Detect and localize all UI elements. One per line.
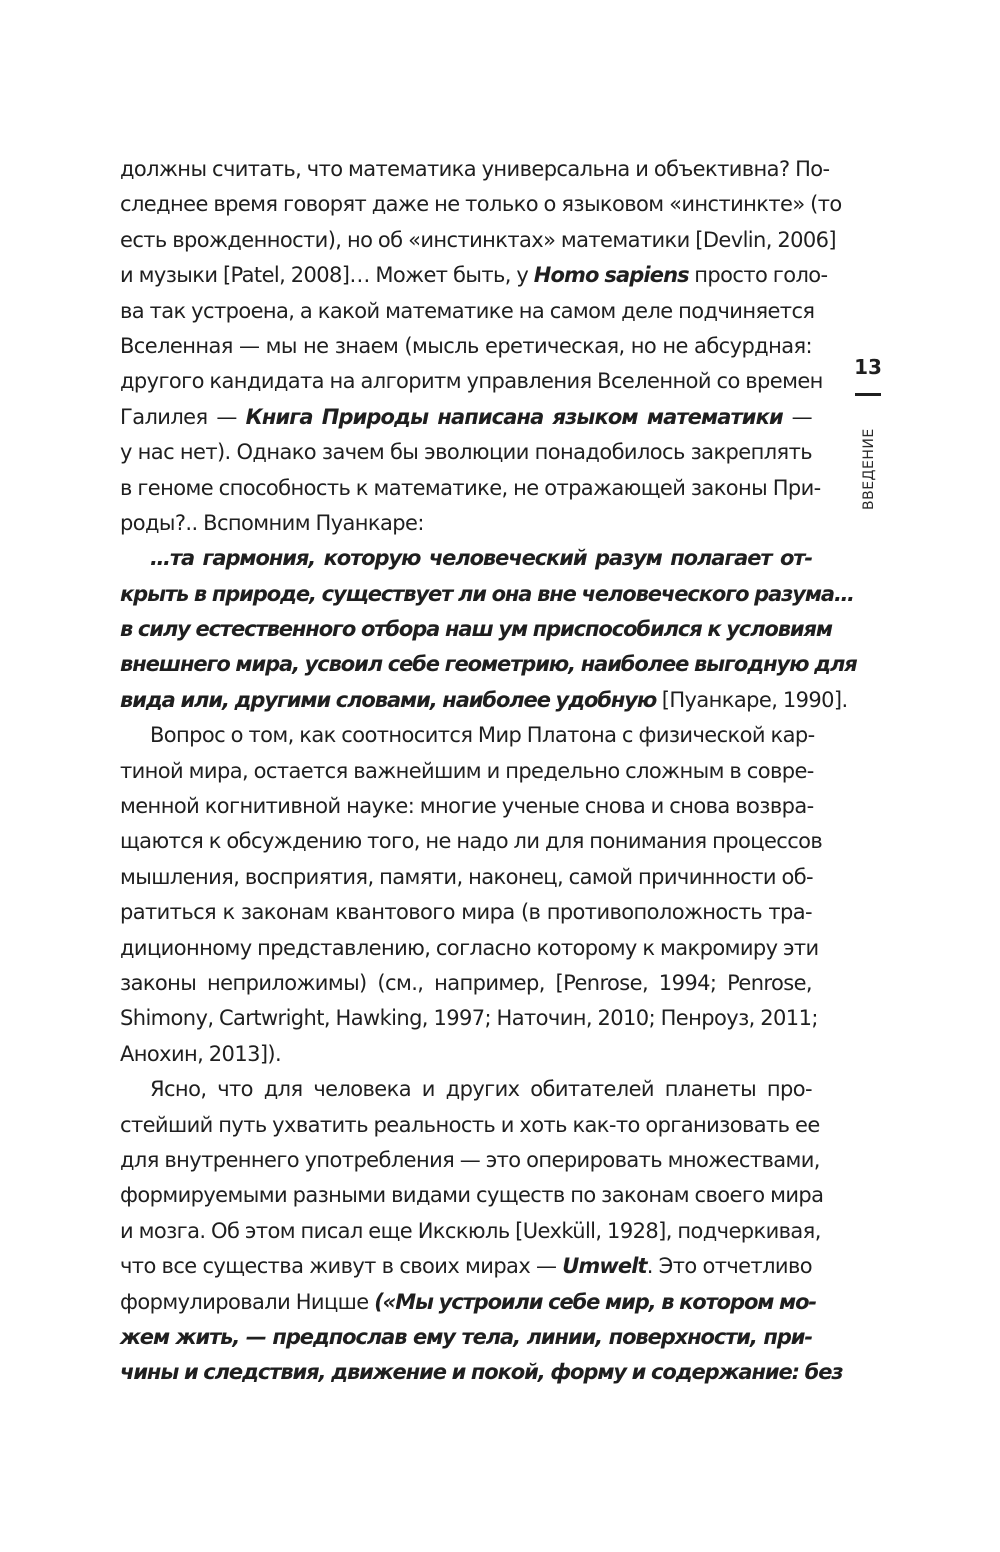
text-segment: Анохин, 2013]). [120, 1041, 282, 1066]
text-line [120, 435, 812, 470]
text-line [120, 1249, 812, 1284]
text-segment: стейший путь ухватить реальность и хоть как-то организовать ее [120, 1112, 820, 1137]
running-head: ВВЕДЕНИЕ [861, 428, 877, 510]
text-segment: просто голо- [688, 263, 828, 288]
text-line [120, 506, 812, 541]
text-line [120, 1037, 812, 1072]
text-segment: роды?.. Вспомним Пуанкаре: [120, 510, 424, 535]
text-line [120, 966, 812, 1001]
text-line [120, 577, 854, 612]
text-line [120, 471, 821, 506]
text-line [120, 1178, 824, 1213]
text-segment: для внутреннего употребления — это оперировать множествами, [120, 1147, 820, 1172]
text-segment: щаются к обсуждению того, не надо ли для понимания процессов [120, 829, 823, 854]
text-segment: диционному представлению, согласно которому к макромиру эти [120, 935, 819, 960]
text-line [120, 152, 830, 187]
text-line [120, 860, 812, 895]
text-segment: ва так устроена, а какой математике на самом деле подчиняется [120, 298, 815, 323]
text-segment: Ясно, что для человека и других обитателей планеты про- [150, 1077, 812, 1102]
text-line [120, 647, 857, 682]
body-text [120, 152, 857, 1391]
text-line [120, 754, 812, 789]
text-segment: [Пуанкаре, 1990]. [656, 687, 848, 712]
text-line [120, 931, 819, 966]
text-segment: формируемыми разными видами существ по законам своего мира [120, 1183, 824, 1208]
text-segment: Shimony, Cartwright, Hawking, 1997; Наточин, 2010; Пенроуз, 2011; [120, 1006, 818, 1031]
text-line [120, 1072, 812, 1107]
text-line [120, 1214, 821, 1249]
text-line [120, 223, 837, 258]
text-segment: следнее время говорят даже не только о языковом «инстинкте» (то [120, 192, 842, 217]
text-line [120, 541, 812, 576]
text-line [120, 1320, 812, 1355]
text-segment: в геноме способность к математике, не отражающей законы При- [120, 475, 821, 500]
text-segment: Галилея — [120, 404, 246, 429]
text-line [120, 789, 812, 824]
text-line [120, 364, 823, 399]
text-segment: Вселенная — мы не знаем (мысль еретическая, но не абсурдная: [120, 333, 812, 358]
emphasis-text: …та гармония, которую человеческий разум полагает от- [150, 546, 812, 571]
text-line [120, 824, 823, 859]
text-line [120, 187, 842, 222]
text-line [120, 683, 848, 718]
emphasis-text: внешнего мира, усвоил себе геометрию, наиболее выгодную для [120, 652, 857, 677]
page-number: 13 [854, 355, 882, 379]
emphasis-text: («Мы устроили себе мир, в котором мо- [374, 1289, 817, 1314]
text-line [120, 329, 812, 364]
text-segment: у нас нет). Однако зачем бы эволюции понадобилось закреплять [120, 440, 812, 465]
text-segment: есть врожденности), но об «инстинктах» математики [Devlin, 2006] [120, 227, 837, 252]
text-segment: тиной мира, остается важнейшим и предельно сложным в совре- [120, 758, 814, 783]
emphasis-text: в силу естественного отбора наш ум приспособился к условиям [120, 617, 832, 642]
text-segment: должны считать, что математика универсальна и объективна? По- [120, 157, 830, 181]
text-segment: Вопрос о том, как соотносится Мир Платона с физической кар- [150, 723, 815, 748]
emphasis-text: крыть в природе, существует ли она вне человеческого разума… [120, 581, 854, 606]
text-line [120, 895, 812, 930]
emphasis-text: Homo sapiens [533, 263, 689, 288]
text-segment: что все существа живут в своих мирах — [120, 1254, 563, 1279]
emphasis-text: Книга Природы написана языком математики [245, 404, 783, 429]
emphasis-text: вида или, другими словами, наиболее удобную [120, 687, 657, 712]
text-line [120, 718, 815, 753]
text-line [120, 1285, 817, 1320]
text-line [120, 1143, 820, 1178]
text-segment: и музыки [Patel, 2008]… Может быть, у [120, 263, 534, 288]
text-segment: другого кандидата на алгоритм управления Вселенной со времен [120, 369, 823, 394]
emphasis-text: Umwelt [562, 1254, 647, 1279]
text-line [120, 258, 828, 293]
text-line [120, 1108, 820, 1143]
text-line [120, 1001, 818, 1036]
page-margin-marker [838, 355, 898, 396]
text-line [120, 1355, 843, 1390]
text-line [120, 400, 812, 435]
margin-rule [855, 393, 881, 396]
text-segment: — [782, 404, 812, 429]
text-segment: . Это отчетливо [646, 1254, 812, 1279]
emphasis-text: жем жить, — предпослав ему тела, линии, поверхности, при- [120, 1324, 812, 1349]
text-segment: менной когнитивной науке: многие ученые снова и снова возвра- [120, 794, 814, 819]
text-segment: и мозга. Об этом писал еще Икскюль [Uexküll, 1928], подчеркивая, [120, 1218, 821, 1243]
text-segment: ратиться к законам квантового мира (в противоположность тра- [120, 900, 812, 925]
text-line [120, 294, 815, 329]
text-segment: формулировали Ницше [120, 1289, 375, 1314]
emphasis-text: чины и следствия, движение и покой, форму и содержание: без [120, 1360, 843, 1385]
text-segment: мышления, восприятия, памяти, наконец, самой причинности об- [120, 864, 814, 889]
text-segment: законы неприложимы) (см., например, [Penrose, 1994; Penrose, [120, 970, 812, 995]
text-line [120, 612, 832, 647]
